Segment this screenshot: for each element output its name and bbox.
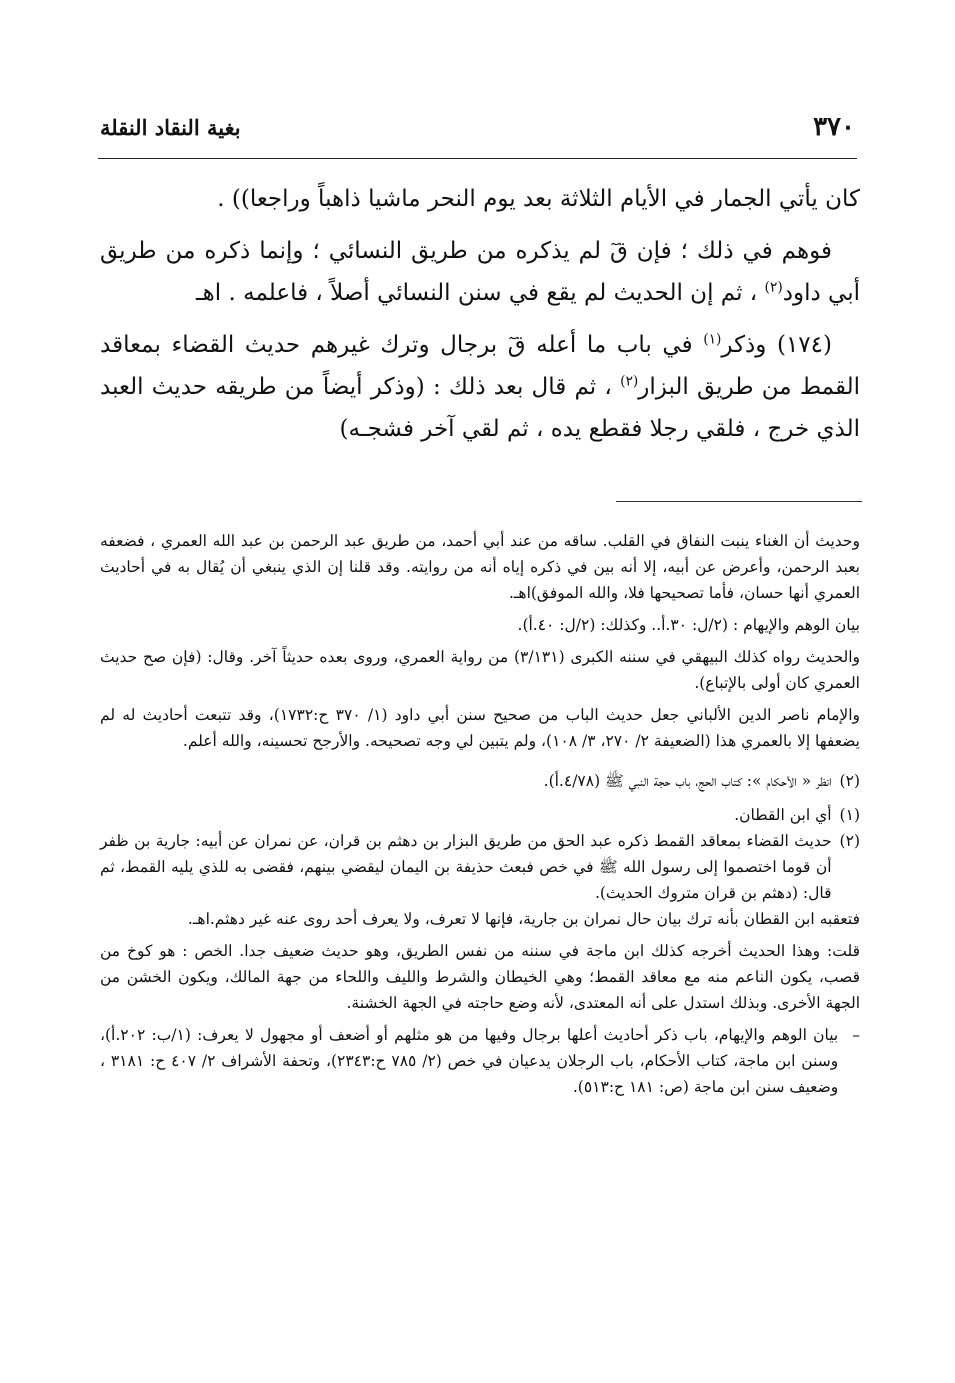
header-rule [98, 158, 857, 159]
footnote-separator [616, 501, 862, 502]
footnote-2-para-3: قلت: وهذا الحديث أخرجه كذلك ابن ماجة في سننه من نفس الطريق، وهو حديث ضعيف جدا. الخص : هو كوخ من قصب، يكون الناعم منه مع معاقد القمط؛ وهي الخيطان والشرط والليف واللحاء من جهة المالك، ويكون الخشن من الجهة الأخرى. وبذلك استدل على أنه المعتدى، لأنه وضع حاجته في الجهة الخشنة. [100, 942, 860, 1012]
paragraph-3-text: (١٧٤) وذكر [721, 332, 832, 358]
page-header [100, 112, 855, 142]
footnote-ref-2b: (٢) [620, 373, 639, 390]
footnote-text: انظر « الأحكام »: كتاب الحج، باب حجة النبي ﷺ (٤/٧٨.أ). [543, 772, 832, 790]
footnote-mark: (٢) [839, 832, 860, 850]
spacer [100, 794, 860, 802]
footnote-ref-2: (٢) [764, 279, 783, 296]
spacer [100, 760, 860, 768]
paragraph-1: كان يأتي الجمار في الأيام الثلاثة بعد يوم النحر ماشيا ذاهباً وراجعا)) . [217, 186, 860, 212]
footnote-text: حديث القضاء بمعاقد القمط ذكره عبد الحق من طريق البزار بن دهثم بن قران، عن نمران عن أبيه: جارية بن ظفر أن قوما اختصموا إلى رسول الله ﷺ في خص فبعث حذيفة بن اليمان ليقضي بينهم، فقضى به للذي يليه القمط، ثم قال: (دهثم بن قران متروك الحديث). [100, 832, 832, 902]
footnote-text: أي ابن القطان. [734, 806, 832, 824]
footnote-continuation-1: وحديث أن الغناء ينبت النفاق في القلب. ساقه من عند أبي أحمد، من طريق عبد الرحمن بن عبد الله العمري ، فضعفه بعبد الرحمن، وأعرض عن أبيه، إلا أنه بين في ذكره إياه أنه من روايته. وقد قلنا إن الذي ينبغي أن يُقال به في أحاديث العمري أنها حسان، فأما تصحيحها فلا، والله الموفق)اهـ. [100, 532, 860, 602]
footnote-continuation-4: والإمام ناصر الدين الألباني جعل حديث الباب من صحيح سنن أبي داود (١/ ٣٧٠ ح:١٧٣٢)، وقد تتبعت أحاديث له لم يضعفها إلا بالعمري هذا (الضعيفة ٢/ ٢٧٠، ٣/ ١٠٨)، ولم يتبين لي وجه تصحيحه. والأرجح تحسينه، والله أعلم. [100, 706, 861, 750]
paragraph-3 [100, 324, 860, 450]
footnote-continuation-2: بيان الوهم والإيهام : (٢/ل: ٣٠.أ.. وكذلك: (٢/ل: ٤٠.أ). [517, 616, 860, 634]
footnote-mark: (١) [839, 806, 860, 824]
footnote-text: بيان الوهم والإيهام، باب ذكر أحاديث أعلها برجال وفيها من هو مثلهم أو أضعف أو مجهول لا يعرف: (١/ب: ٢٠٢.أ)، وسنن ابن ماجة، كتاب الأحكام، باب الرجلان يدعيان في خص (٢/ ٧٨٥ ح:٢٣٤٣)، وتحفة الأشراف ٢/ ٤٠٧ ح: ٣١٨١ ، وضعيف سنن ابن ماجة (ص: ١٨١ ح:٥١٣). [100, 1026, 839, 1096]
footnote-ref-1: (١) [703, 331, 722, 348]
paragraph-2-text-end: ، ثم إن الحديث لم يقع في سنن النسائي أصلاً ، فاعلمه . اهـ [195, 280, 765, 306]
paragraph-3-text-mid: في باب ما أعله قٓ برجال وترك غيرهم حديث القضاء بمعاقد القمط من طريق البزار [100, 332, 861, 400]
paragraph-2 [100, 230, 860, 314]
page-number: ٣٧٠ [813, 112, 855, 142]
footnotes [100, 528, 860, 1100]
footnote-2-source [100, 1022, 860, 1100]
footnote-2 [100, 828, 860, 906]
dash-mark: – [852, 1026, 860, 1044]
footnote-continuation-3: والحديث رواه كذلك البيهقي في سننه الكبرى (٣/١٣١) من رواية العمري، وروى بعده حديثاً آخر. وقال: (فإن صح حديث العمري كان أولى بالإتباع). [100, 648, 860, 692]
footnote-1 [100, 802, 860, 828]
paragraph-3-text-end: ، ثم قال بعد ذلك : (وذكر أيضاً من طريقه حديث العبد الذي خرج ، فلقي رجلا فقطع يده ، ثم لقي آخر فشجـه) [100, 374, 860, 442]
footnote-mark: (٢) [839, 772, 860, 790]
running-title: بغية النقاد النقلة [100, 115, 241, 140]
footnote-prev-2 [100, 768, 860, 794]
paragraph-2-text: فوهم في ذلك ؛ فإن قٓ لم يذكره من طريق النسائي ؛ وإنما ذكره من طريق أبي داود [100, 238, 860, 306]
footnote-2-para-2: فتعقبه ابن القطان بأنه ترك بيان حال نمران بن جارية، فإنها لا تعرف، ولا يعرف أحد روى عنه غير دهثم.اهـ. [187, 910, 860, 928]
main-text [100, 178, 860, 460]
